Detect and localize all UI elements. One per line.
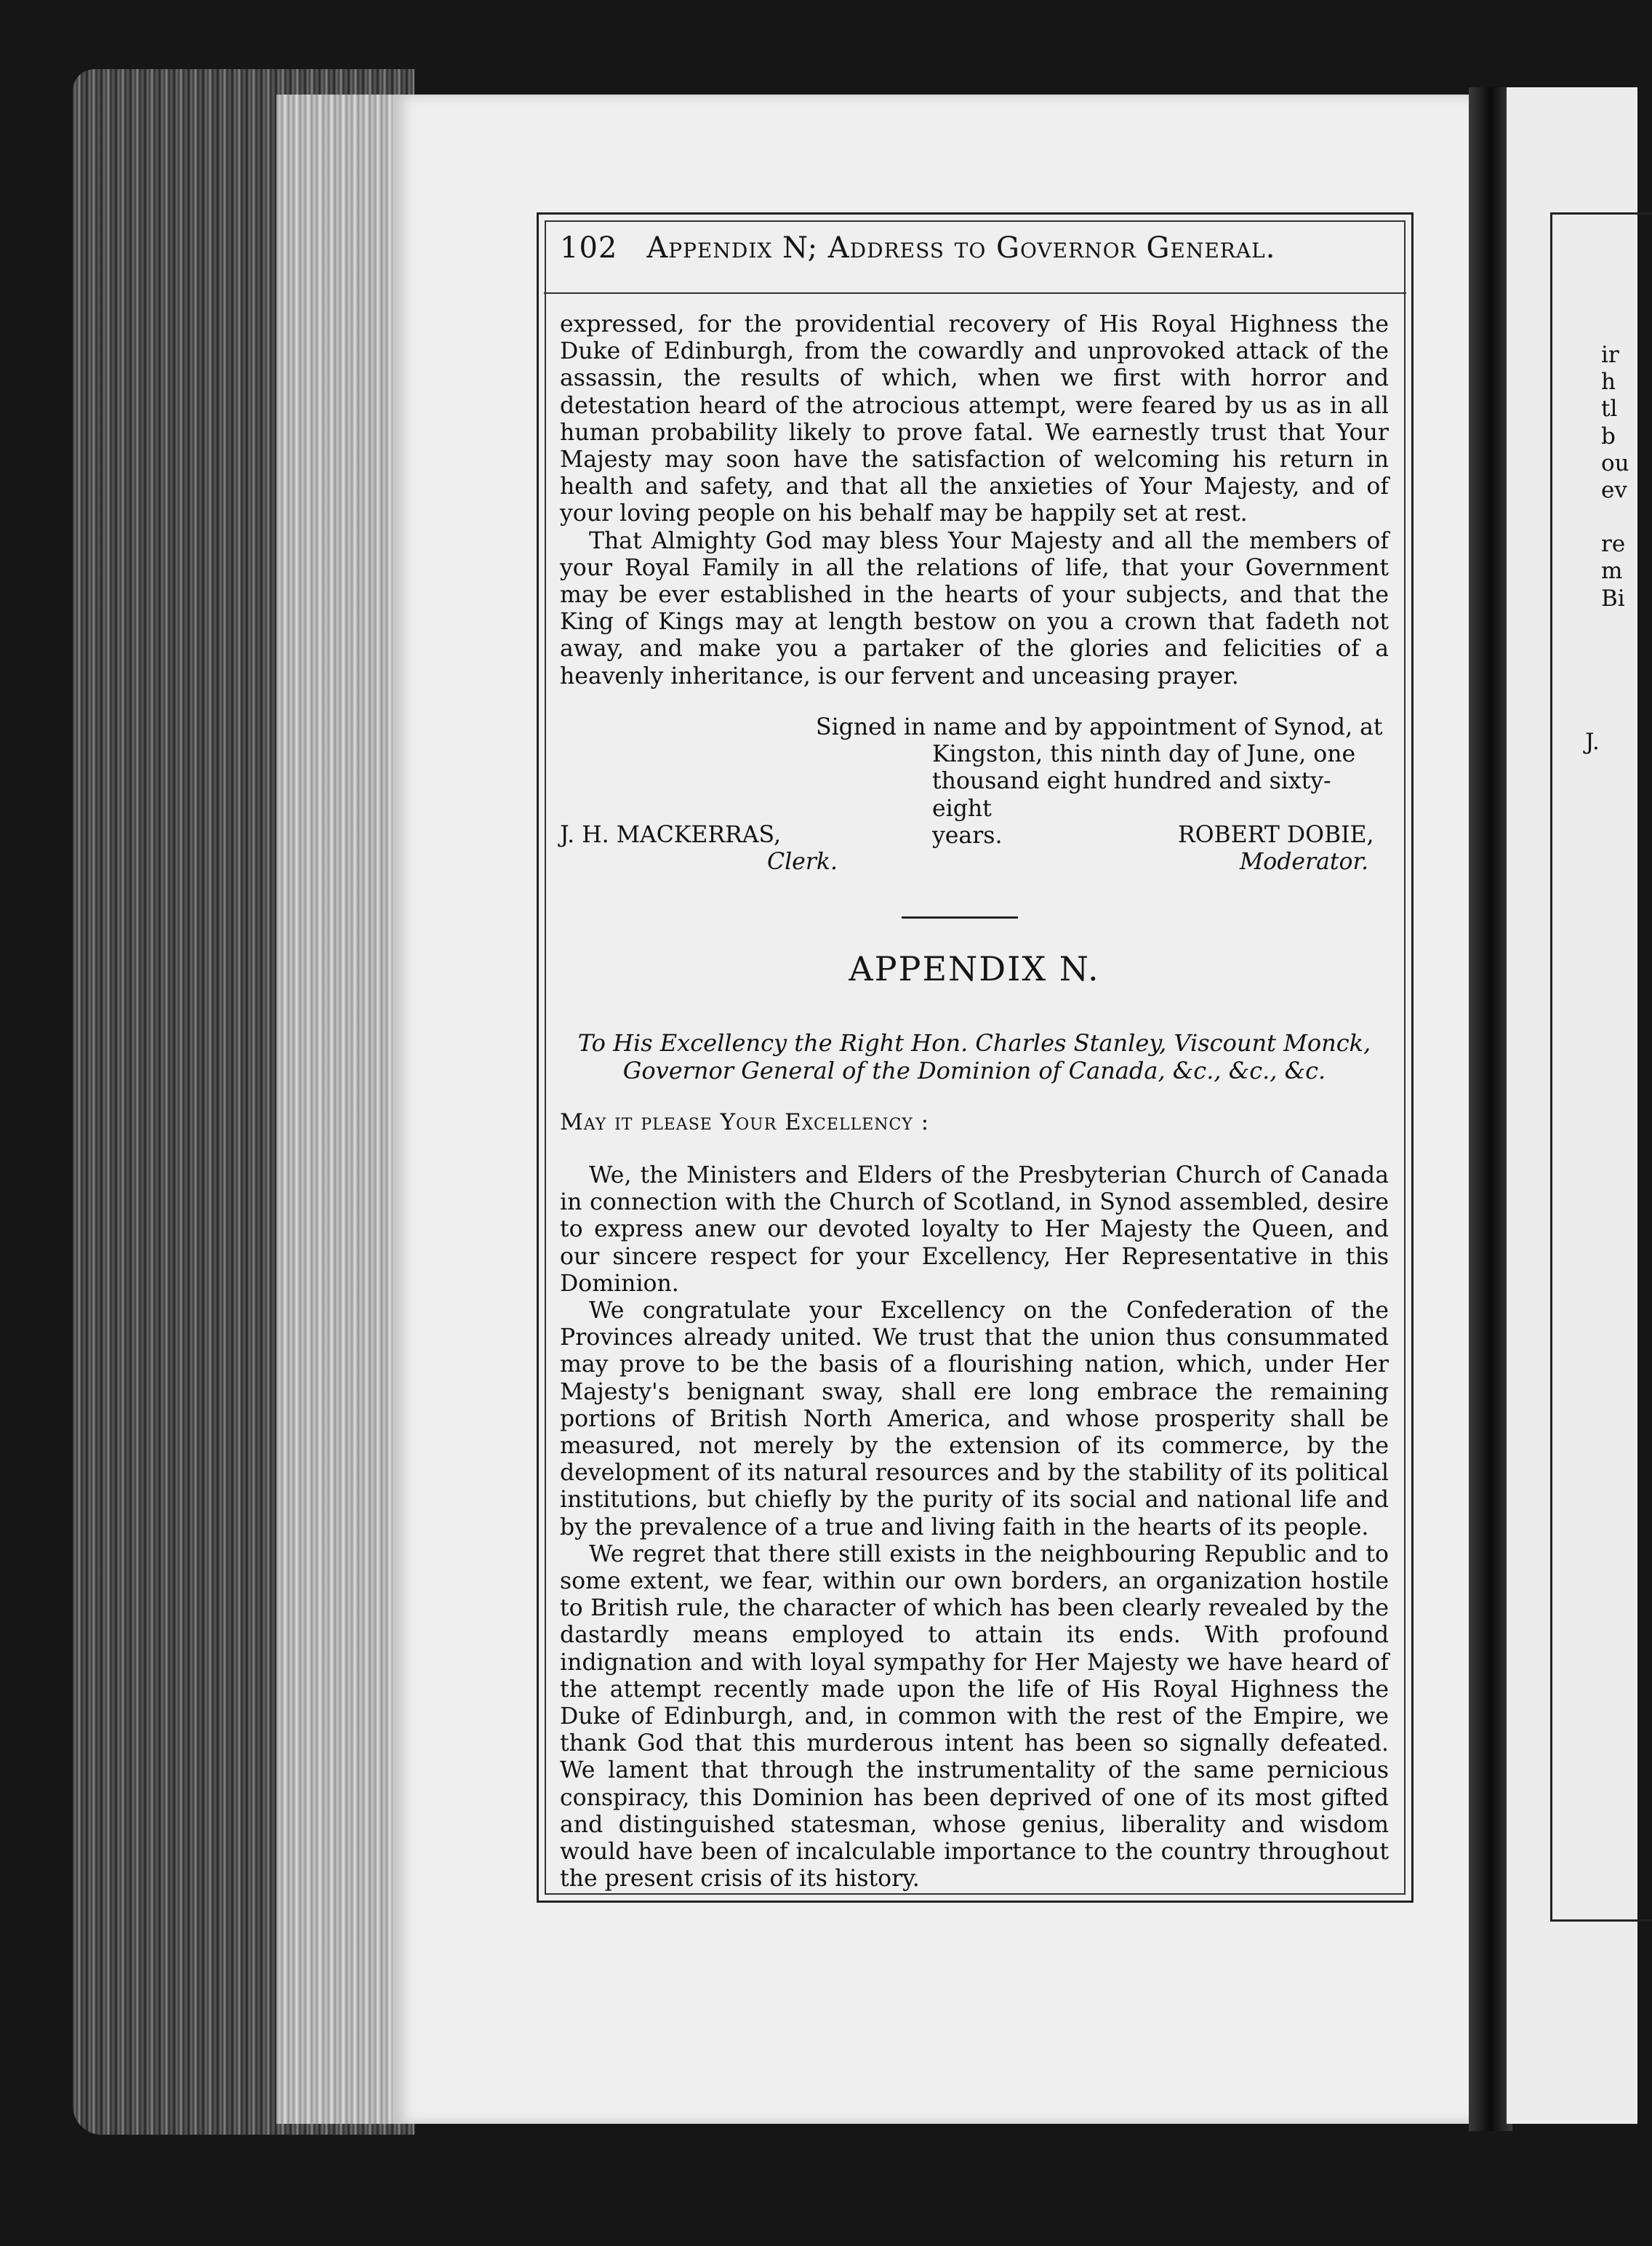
paragraph: We congratulate your Excellency on the Confederation of the Provinces already united. We trust that the union thus consummated may prove to be the basis of a flourishing nation, which, under Her Majesty's benignant sway, shall ere long embrace the remaining portions of British North America, and whose prosperity shall be measured, not merely by the extension of its commerce, by the development of its natural resources and by the stability of its political institutions, but chiefly by the purity of its social and national life and by the prevalence of a true and living faith in the hearts of its people. (560, 1298, 1389, 1540)
moderator-name: ROBERT DOBIE, (1178, 822, 1374, 848)
addressee-line: To His Excellency the Right Hon. Charles Stanley, Viscount Monck, (577, 1029, 1371, 1057)
facing-fragment: ev (1601, 477, 1627, 504)
facing-fragment: Bi (1601, 585, 1625, 612)
facing-fragment: J. (1585, 728, 1600, 755)
facing-fragment: ir (1601, 342, 1619, 368)
continued-address (560, 311, 1389, 690)
signature-line: Signed in name and by appointment of Synod, at (816, 714, 1383, 740)
signature-line: thousand eight hundred and sixty-eight (932, 768, 1331, 822)
appendix-title: APPENDIX N. (849, 949, 1100, 988)
running-head-title: Appendix N; Address to Governor General. (646, 231, 1276, 265)
signature-line: years. (932, 822, 1003, 849)
addressee-line: Governor General of the Dominion of Canada, &c., &c., &c. (622, 1057, 1326, 1084)
facing-page-text (1585, 342, 1630, 756)
clerk-title: Clerk. (767, 849, 838, 876)
facing-fragment: b (1601, 423, 1616, 449)
facing-fragment: h (1601, 369, 1616, 396)
facing-fragment: tl (1601, 396, 1618, 423)
moderator-title: Moderator. (1240, 849, 1369, 876)
page-number: 102 (560, 231, 618, 265)
salutation: May it please Your Excellency : (560, 1109, 930, 1135)
paragraph: We, the Ministers and Elders of the Presbyterian Church of Canada in connection with the Church of Scotland, in Synod assembled, desire to express anew our devoted loyalty to Her Majesty the Queen, and our sincere respect for your Excellency, Her Representative in this Dominion. (560, 1162, 1389, 1297)
facing-fragment: m (1601, 558, 1623, 585)
appendix-body (560, 1162, 1389, 1893)
header-rule (544, 292, 1406, 294)
addressee (560, 1029, 1389, 1084)
book-page-edges-light (276, 95, 400, 2124)
paragraph: That Almighty God may bless Your Majesty and all the members of your Royal Family in all the relations of life, that your Government may be ever established in the hearts of your subjects, and that the King of Kings may at length bestow on you a crown that fadeth not away, and make you a partaker of the glories and felicities of a heavenly inheritance, is our fervent and unceasing prayer. (560, 527, 1389, 690)
signature-line: Kingston, this ninth day of June, one (932, 741, 1356, 768)
facing-fragment: re (1601, 531, 1626, 558)
running-head (560, 231, 1396, 265)
paragraph: expressed, for the providential recovery of His Royal Highness the Duke of Edinburgh, from the cowardly and unprovoked attack of the assassin, the results of which, when we first with horror and detestation heard of the atrocious attempt, were feared by us as in all human probability likely to prove fatal. We earnestly trust that Your Majesty may soon have the satisfaction of welcoming his return in health and safety, and that all the anxieties of Your Majesty, and of your loving people on his behalf may be happily set at rest. (560, 311, 1389, 527)
clerk-name: J. H. MACKERRAS, (560, 822, 781, 848)
facing-fragment: ou (1601, 449, 1629, 476)
book-gutter (1469, 87, 1512, 2131)
clerk-signature (560, 822, 838, 876)
section-divider (902, 916, 1018, 919)
paragraph: We regret that there still exists in the neighbouring Republic and to some extent, we fear, within our own borders, an organization hostile to British rule, the character of which has been clearly revealed by the dastardly means employed to attain its ends. With profound indignation and with loyal sympathy for Her Majesty we have heard of the attempt recently made upon the life of His Royal Highness the Duke of Edinburgh, and, in common with the rest of the Empire, we thank God that this murderous intent has been so signally defeated. We lament that through the instrumentality of the same pernicious conspiracy, this Dominion has been deprived of one of its most gifted and distinguished statesman, whose genius, liberality and wisdom would have been of incalculable importance to the country throughout the present crisis of its history. (560, 1540, 1389, 1893)
moderator-signature (1178, 822, 1374, 876)
